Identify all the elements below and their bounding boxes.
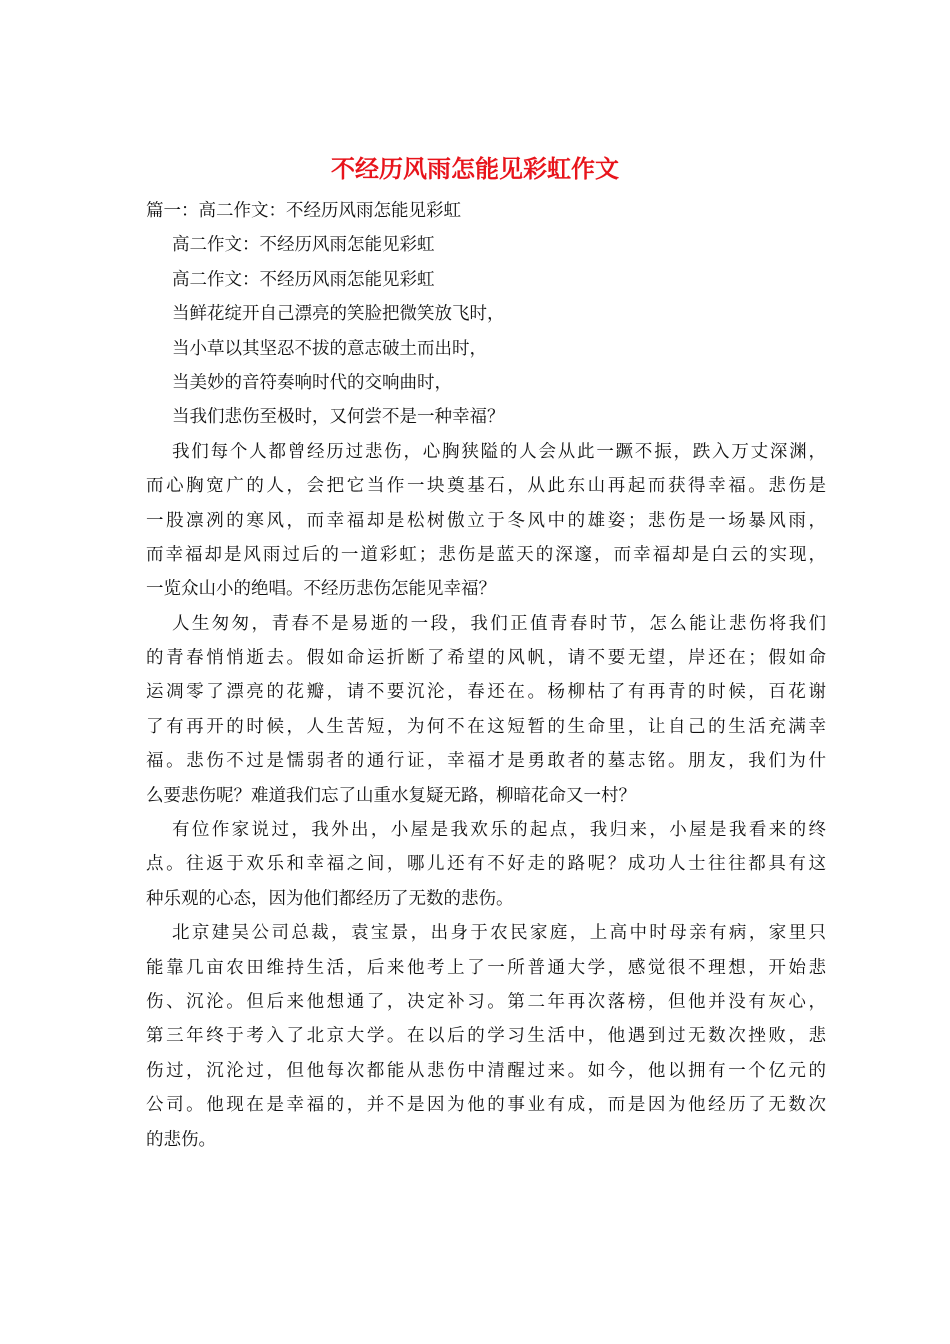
text-line: 篇一：高二作文：不经历风雨怎能见彩虹 [146, 201, 461, 221]
text-line: 运凋零了漂亮的花瓣，请不要沉沦，春还在。杨柳枯了有再青的时候，百花谢 [146, 682, 826, 703]
document-title: 不经历风雨怎能见彩虹作文 [331, 154, 619, 183]
text-line: 一股凛冽的寒风，而幸福却是松树傲立于冬风中的雄姿；悲伤是一场暴风雨， [146, 510, 826, 531]
text-line: 人生匆匆，青春不是易逝的一段，我们正值青春时节，怎么能让悲伤将我们 [172, 613, 826, 634]
text-line: 了有再开的时候，人生苦短，为何不在这短暂的生命里，让自己的生活充满幸 [146, 716, 826, 737]
text-line: 高二作文：不经历风雨怎能见彩虹 [172, 269, 435, 290]
text-line: 当小草以其坚忍不拔的意志破土而出时， [172, 338, 487, 359]
text-line: 当鲜花绽开自己漂亮的笑脸把微笑放飞时， [172, 304, 505, 325]
document-body [146, 194, 826, 1157]
text-line: 能靠几亩农田维持生活，后来他考上了一所普通大学，感觉很不理想，开始悲 [146, 957, 826, 978]
text-line: 公司。他现在是幸福的，并不是因为他的事业有成，而是因为他经历了无数次 [146, 1095, 826, 1116]
text-line: 第三年终于考入了北京大学。在以后的学习生活中，他遇到过无数次挫败，悲 [146, 1026, 826, 1047]
text-line: 的青春悄悄逝去。假如命运折断了希望的风帆，请不要无望，岸还在；假如命 [146, 648, 826, 669]
text-line: 么要悲伤呢？难道我们忘了山重水复疑无路，柳暗花命又一村？ [146, 785, 636, 806]
text-line: 伤、沉沦。但后来他想通了，决定补习。第二年再次落榜，但他并没有灰心， [146, 991, 826, 1012]
text-line: 高二作文：不经历风雨怎能见彩虹 [172, 235, 435, 256]
text-line: 当美妙的音符奏响时代的交响曲时， [172, 372, 452, 393]
text-line: 伤过，沉沦过，但他每次都能从悲伤中清醒过来。如今，他以拥有一个亿元的 [146, 1060, 826, 1081]
text-line: 一览众山小的绝唱。不经历悲伤怎能见幸福？ [146, 579, 496, 600]
text-line: 福。悲伤不过是懦弱者的通行证，幸福才是勇敢者的墓志铭。朋友，我们为什 [146, 751, 826, 772]
text-line: 的悲伤。 [146, 1129, 216, 1150]
text-line: 有位作家说过，我外出，小屋是我欢乐的起点，我归来，小屋是我看来的终 [172, 820, 826, 841]
text-line: 而幸福却是风雨过后的一道彩虹；悲伤是蓝天的深邃，而幸福却是白云的实现， [146, 544, 826, 565]
text-line: 种乐观的心态，因为他们都经历了无数的悲伤。 [146, 888, 514, 909]
text-line: 点。往返于欢乐和幸福之间，哪儿还有不好走的路呢？成功人士往往都具有这 [146, 854, 826, 875]
text-line: 我们每个人都曾经历过悲伤，心胸狭隘的人会从此一蹶不振，跌入万丈深渊， [172, 441, 826, 462]
text-line: 而心胸宽广的人，会把它当作一块奠基石，从此东山再起而获得幸福。悲伤是 [146, 476, 826, 497]
text-line: 北京建吴公司总裁，袁宝景，出身于农民家庭，上高中时母亲有病，家里只 [172, 923, 826, 944]
text-line: 当我们悲伤至极时，又何尝不是一种幸福？ [172, 407, 505, 428]
